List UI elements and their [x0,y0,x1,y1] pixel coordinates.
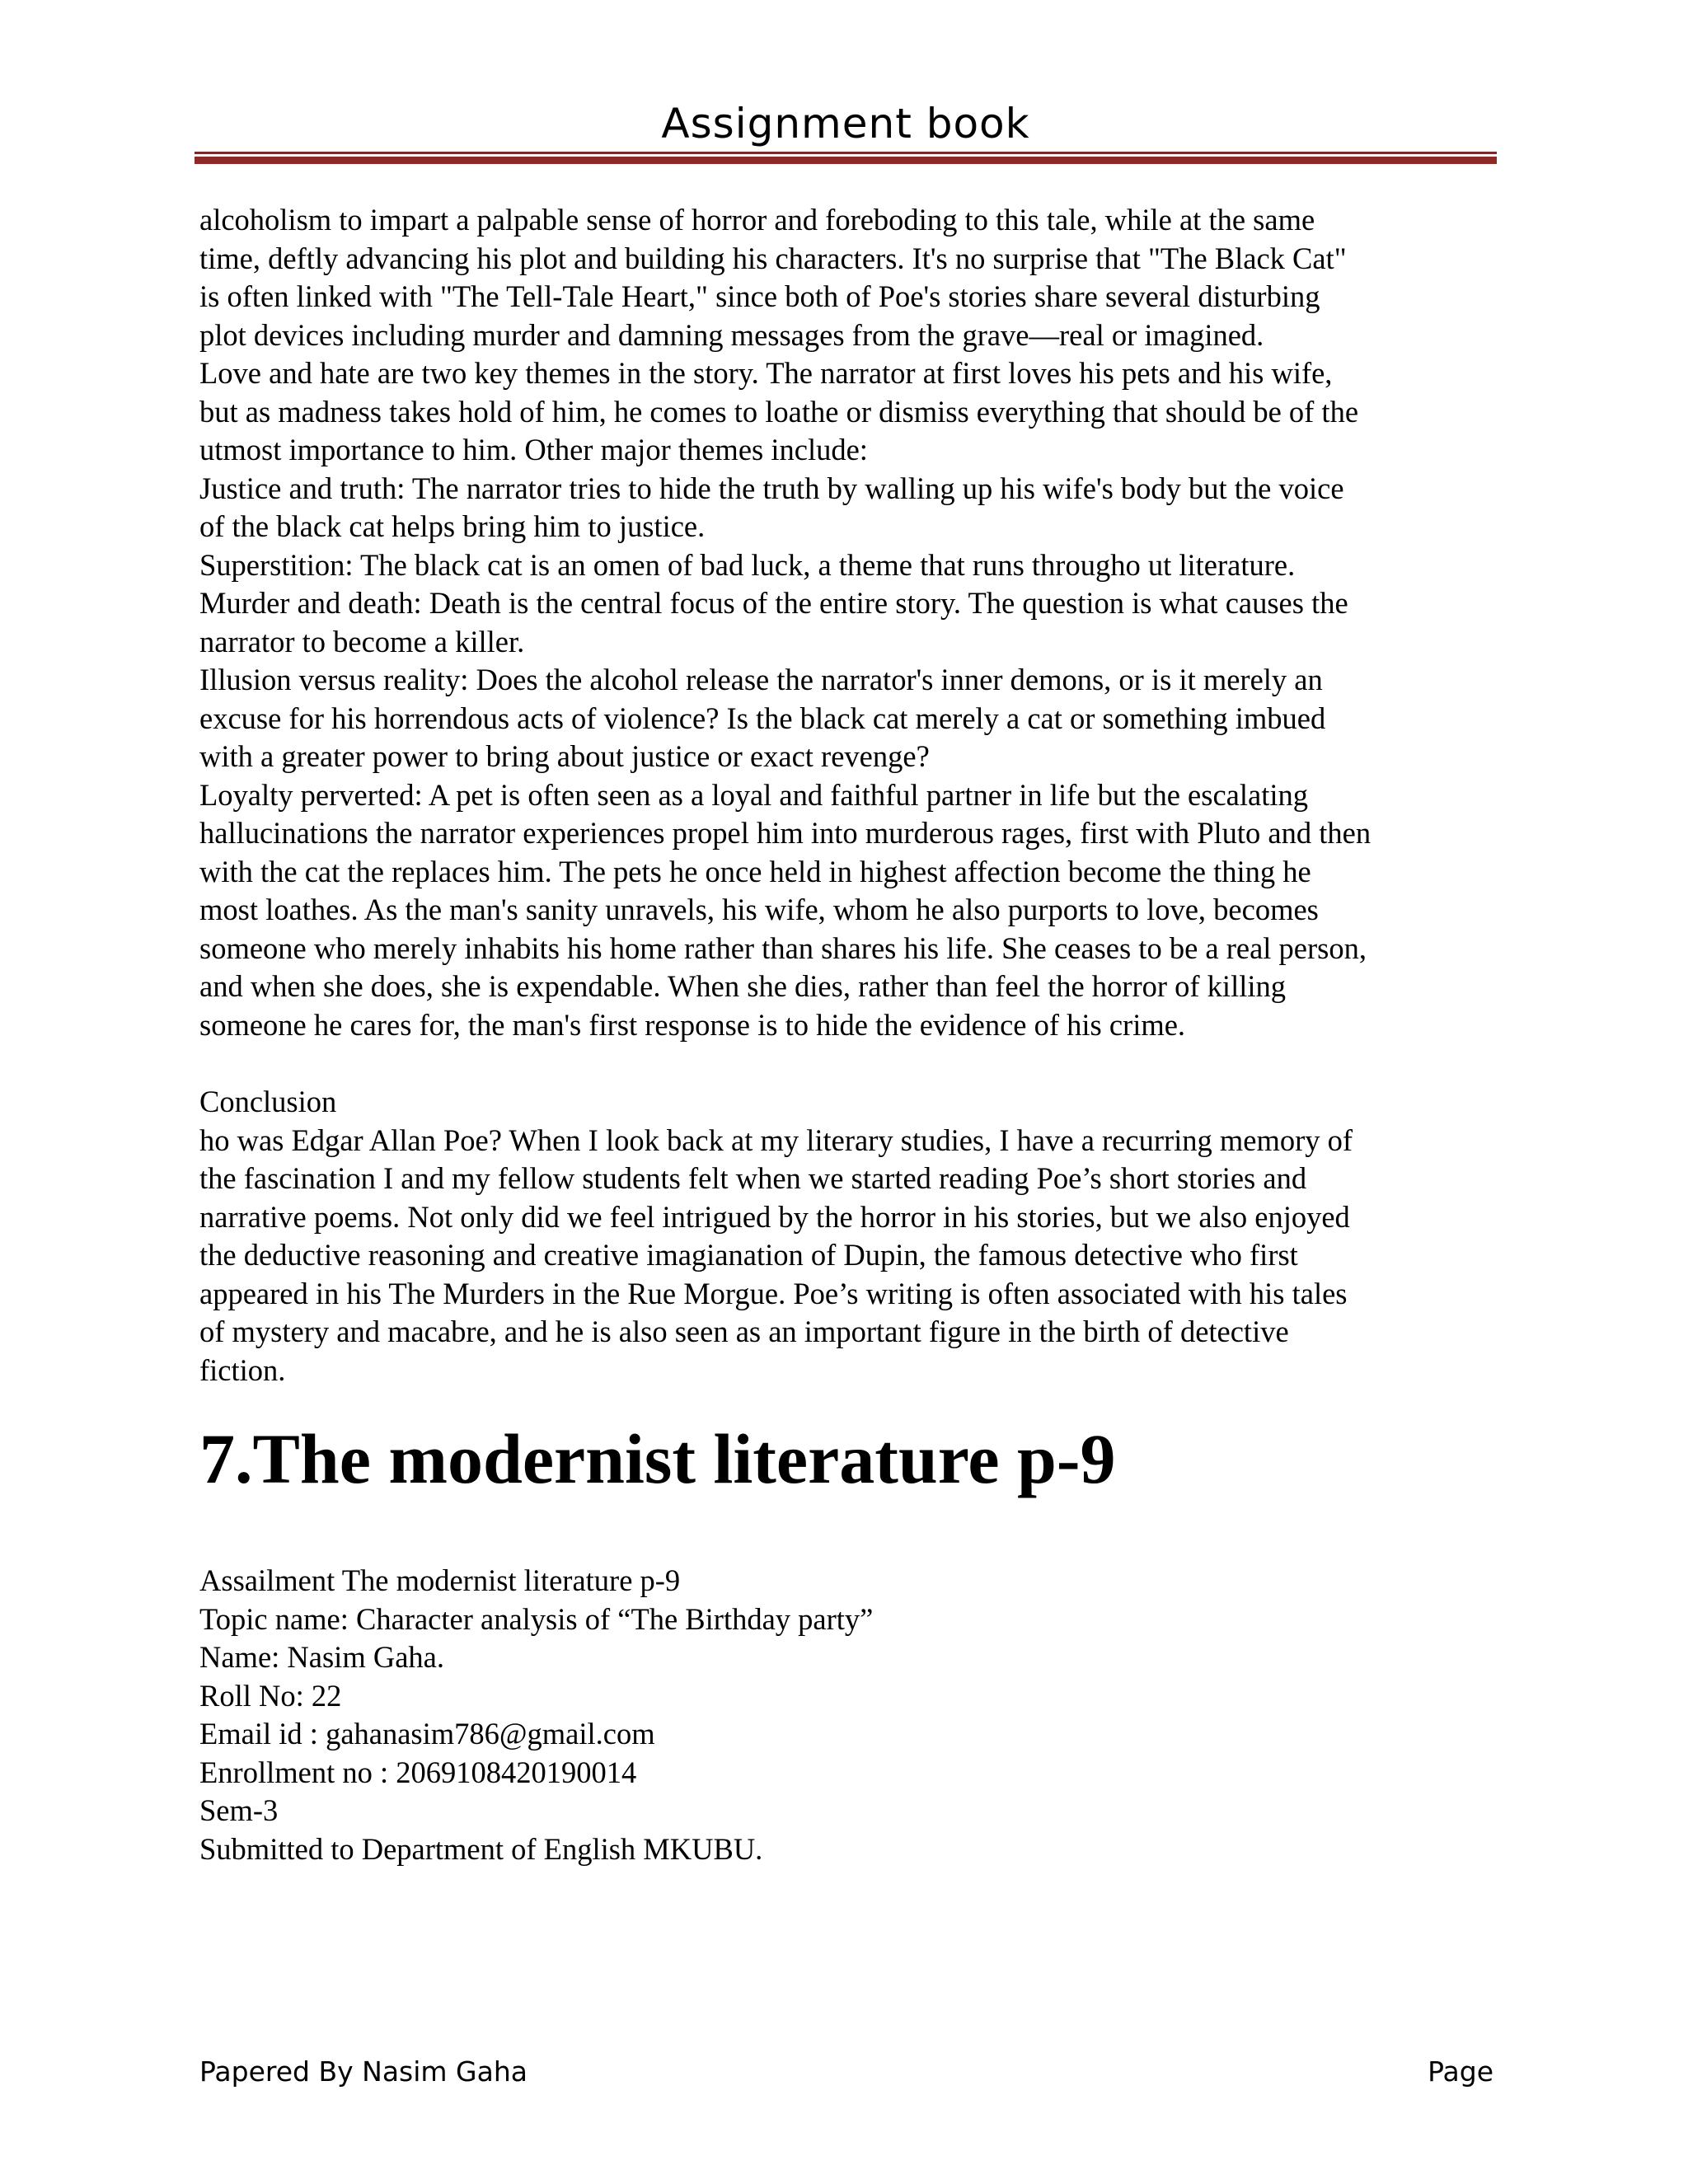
email-line: Email id : gahanasim786@gmail.com [199,1717,655,1750]
conclusion-heading: Conclusion [199,1085,337,1118]
assignment-title-line: Assailment The modernist literature p-9 [199,1563,681,1597]
text-line: utmost importance to him. Other major themes include: [199,433,868,466]
text-line: narrative poems. Not only did we feel intrigued by the horror in his stories, but we also enjoyed [199,1199,1350,1234]
text-line: fiction. [199,1352,286,1387]
footer-author: Papered By Nasim Gaha [199,2055,528,2088]
paragraph-justice [199,470,1502,546]
text-line: alcoholism to impart a palpable sense of horror and foreboding to this tale, while at the same [199,203,1315,237]
text-line: most loathes. As the man's sanity unravels, his wife, whom he also purports to love, becomes [199,893,1319,926]
text-line: Illusion versus reality: Does the alcohol release the narrator's inner demons, or is it merely an [199,663,1323,696]
text-line: the deductive reasoning and creative imagianation of Dupin, the famous detective who first [199,1238,1298,1272]
text-line: Justice and truth: The narrator tries to hide the truth by walling up his wife's body but the voice [199,471,1344,505]
text-line: of the black cat helps bring him to justice. [199,509,706,543]
paragraph-spacer [199,1044,1502,1083]
paragraph-murder [199,584,1502,661]
paragraph-poe-intro [199,201,1502,354]
header-rule-thick [195,157,1497,164]
text-line: appeared in his The Murders in the Rue Morgue. Poe’s writing is often associated with his tales [199,1276,1348,1310]
paragraph-themes [199,354,1502,470]
text-line: Superstition: The black cat is an omen of bad luck, a theme that runs througho ut literature. [199,547,1296,582]
text-line: Murder and death: Death is the central focus of the entire story. The question is what causes the [199,586,1348,620]
text-line: with a greater power to bring about justice or exact revenge? [199,739,930,773]
roll-number-line: Roll No: 22 [199,1678,342,1713]
text-line: excuse for his horrendous acts of violence? Is the black cat merely a cat or something imbued [199,701,1326,735]
text-line: is often linked with "The Tell-Tale Heart," since both of Poe's stories share several disturbing [199,279,1320,313]
text-line: plot devices including murder and damning messages from the grave—real or imagined. [199,317,1264,352]
submitted-to-line: Submitted to Department of English MKUBU. [199,1831,763,1866]
text-line: but as madness takes hold of him, he comes to loathe or dismiss everything that should be of the [199,394,1359,429]
text-line: Loyalty perverted: A pet is often seen as a loyal and faithful partner in life but the escalating [199,777,1308,812]
paragraph-illusion [199,661,1502,776]
topic-name-line: Topic name: Character analysis of “The Birthday party” [199,1601,874,1636]
semester-line: Sem-3 [199,1793,279,1827]
text-line: and when she does, she is expendable. When she dies, rather than feel the horror of killing [199,969,1286,1003]
paragraph-superstition [199,546,1502,585]
text-line: the fascination I and my fellow students felt when we started reading Poe’s short stories and [199,1161,1307,1195]
text-line: of mystery and macabre, and he is also seen as an important figure in the birth of detective [199,1315,1289,1348]
enrollment-line: Enrollment no : 2069108420190014 [199,1755,637,1789]
section-heading: 7.The modernist literature p-9 [199,1419,1116,1498]
text-line: with the cat the replaces him. The pets he once held in highest affection become the thing he [199,854,1311,888]
header-rule-thin [195,152,1497,154]
page-header-title: Assignment book [661,100,1030,148]
text-line: ho was Edgar Allan Poe? When I look back at my literary studies, I have a recurring memory of [199,1122,1353,1157]
student-name-line: Name: Nasim Gaha. [199,1640,444,1674]
text-line: time, deftly advancing his plot and building his characters. It's no surprise that "The Black Cat" [199,241,1347,275]
text-line: someone he cares for, the man's first response is to hide the evidence of his crime. [199,1007,1186,1042]
text-line: hallucinations the narrator experiences propel him into murderous rages, first with Pluto and then [199,816,1372,850]
footer-page-label: Page [1428,2055,1493,2088]
conclusion-section [199,1083,1502,1390]
paragraph-loyalty [199,776,1502,1045]
text-line: Love and hate are two key themes in the story. The narrator at first loves his pets and his wife, [199,356,1333,390]
text-line: narrator to become a killer. [199,624,525,658]
text-line: someone who merely inhabits his home rather than shares his life. She ceases to be a real person, [199,930,1367,965]
assignment-details [199,1562,1436,1868]
body-text [199,201,1502,1390]
